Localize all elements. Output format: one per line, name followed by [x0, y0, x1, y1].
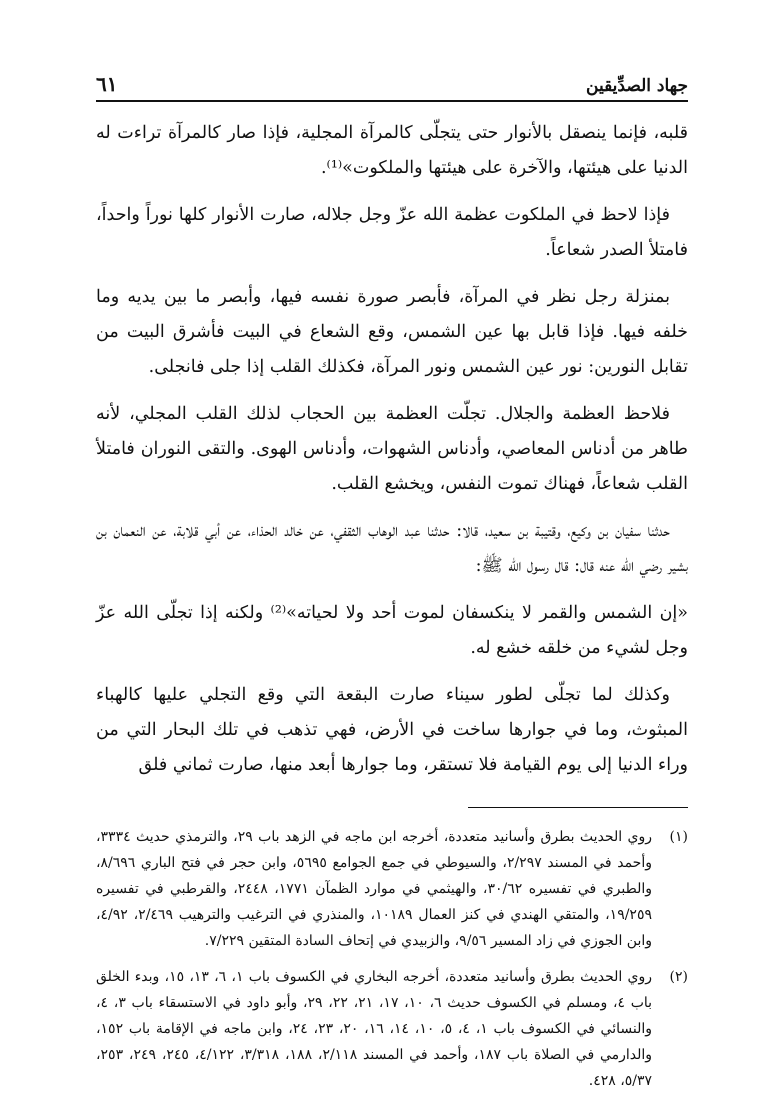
footnote-number: (١)	[669, 829, 688, 845]
book-title: جهاد الصدِّيقين	[586, 76, 688, 96]
footnote-separator	[468, 807, 688, 808]
footnote	[96, 964, 688, 1094]
paragraph: حدثنا سفيان بن وكيع، وقتيبة بن سعيد، قالا: حدثنا عبد الوهاب الثقفي، عن خالد الحذاء، عن أبي قلابة، عن النعمان بن بشير رضي الله عنه قال: قال رسول الله ﷺ:	[96, 521, 688, 576]
paragraph: فلاحظ العظمة والجلال. تجلّت العظمة بين الحجاب لذلك القلب المجلي، لأنه طاهر من أدناس المعاصي، وأدناس الشهوات، وأدناس الهوى. والتقى النوران فامتلأ القلب شعاعاً، فهناك تموت النفس، ويخشع القلب.	[96, 404, 688, 494]
footnote-number: (٢)	[669, 969, 688, 985]
footnote-text: روي الحديث بطرق وأسانيد متعددة، أخرجه البخاري في الكسوف باب ١، ٦، ١٣، ١٥، وبدء الخلق باب ٤، ومسلم في الكسوف حديث ٦، ١٠، ١٧، ٢١، ٢٢، ٢٩، وأبو داود في الاستسقاء باب ٣، ٤، والنسائي في الكسوف باب ١، ٤، ٥، ١٠، ١٤، ١٦، ٢٠، ٢٣، ٢٤، وابن ماجه في الإقامة باب ١٥٢، والدارمي في الصلاة باب ١٨٧، وأحمد في المسند ٢/١١٨، ١٨٨، ٣/٣١٨، ٤/١٢٢، ٢٤٥، ٢٤٩، ٢٥٣، ٥/٣٧، ٤٢٨.	[96, 969, 653, 1089]
main-text	[96, 116, 688, 783]
page-number: ٦١	[96, 72, 118, 96]
footnote	[96, 824, 688, 954]
paragraph: فإذا لاحظ في الملكوت عظمة الله عزّ وجل جلاله، صارت الأنوار كلها نوراً واحداً، فامتلأ الصدر شعاعاً.	[96, 205, 688, 260]
book-page	[96, 60, 688, 1089]
paragraph: وكذلك لما تجلّى لطور سيناء صارت البقعة التي وقع التجلي عليها كالهباء المبثوث، وما في جوارها ساخت في الأرض، فهي تذهب في تلك البحار التي من وراء الدنيا إلى يوم القيامة فلا تستقر، وما جوارها أبعد منها، صارت ثماني فلق	[96, 685, 688, 775]
page-header	[96, 60, 688, 102]
paragraph: قلبه، فإنما ينصقل بالأنوار حتى يتجلّى كالمرآة المجلية، فإذا صار كالمرآة تراءت له الدنيا على هيئتها، والآخرة على هيئتها والملكوت»⁽¹⁾.	[96, 123, 688, 178]
paragraph: بمنزلة رجل نظر في المرآة، فأبصر صورة نفسه فيها، وأبصر ما بين يديه وما خلفه فيها. فإذا قابل بها عين الشمس، وقع الشعاع في البيت فأشرق البيت من تقابل النورين: نور عين الشمس ونور المرآة، فكذلك القلب إذا جلى فانجلى.	[96, 287, 688, 377]
footnote-text: روي الحديث بطرق وأسانيد متعددة، أخرجه ابن ماجه في الزهد باب ٢٩، والترمذي حديث ٣٣٣٤، وأحمد في المسند ٢/٢٩٧، والسيوطي في جمع الجوامع ٥٦٩٥، وابن حجر في فتح الباري ٨/٦٩٦، والطبري في تفسيره ٣٠/٦٢، والهيثمي في موارد الظمآن ١٧٧١، ٢٤٤٨، والقرطبي في تفسيره ١٩/٢٥٩، والمتقي الهندي في كنز العمال ١٠١٨٩، والمنذري في الترغيب والترهيب ٢/٤٦٩، ٤/٩٢، وابن الجوزي في زاد المسير ٩/٥٦، والزبيدي في إتحاف السادة المتقين ٧/٢٢٩.	[96, 829, 653, 949]
paragraph: «إن الشمس والقمر لا ينكسفان لموت أحد ولا لحياته»⁽²⁾ ولكنه إذا تجلّى الله عزّ وجل لشيء من خلقه خشع له.	[96, 603, 688, 658]
footnotes	[96, 824, 688, 1094]
